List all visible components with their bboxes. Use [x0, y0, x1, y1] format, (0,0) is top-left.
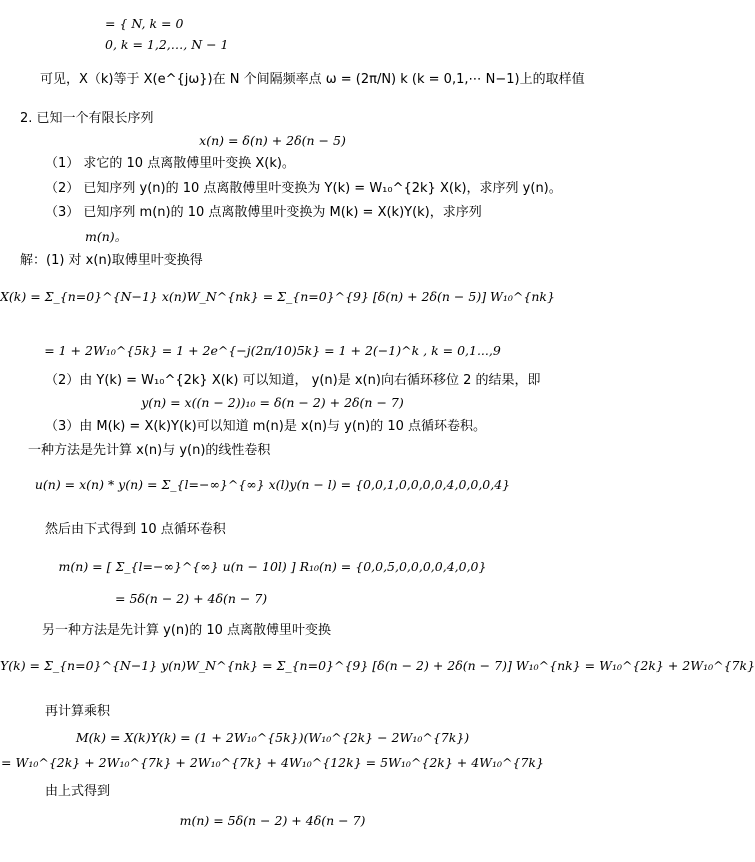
- circular-intro: 然后由下式得到 10 点循环卷积: [45, 522, 226, 537]
- method-2-text: 另一种方法是先计算 y(n)的 10 点离散傅里叶变换: [42, 623, 332, 638]
- problem-2-heading: 2. 已知一个有限长序列: [20, 111, 154, 126]
- sampling-remark: 可见，X（k)等于 X(e^{jω})在 N 个间隔频率点 ω = (2π/N) k (k = 0,1,⋯ N−1)上的取样值: [40, 72, 585, 87]
- product-equation-2: = W₁₀^{2k} + 2W₁₀^{7k} + 2W₁₀^{7k} + 4W₁₀^{12k} = 5W₁₀^{2k} + 4W₁₀^{7k}: [1, 755, 544, 770]
- piecewise-line-2: 0, k = 1,2,…, N − 1: [105, 37, 229, 52]
- question-3: （3） 已知序列 m(n)的 10 点离散傅里叶变换为 M(k) = X(k)Y(k)，求序列: [45, 205, 482, 220]
- piecewise-line-1: = { N, k = 0: [105, 16, 184, 31]
- method-1-text: 一种方法是先计算 x(n)与 y(n)的线性卷积: [28, 443, 271, 458]
- solution-2-text: （2）由 Y(k) = W₁₀^{2k} X(k) 可以知道， y(n)是 x(n)向右循环移位 2 的结果，即: [45, 373, 541, 388]
- sequence-definition: x(n) = δ(n) + 2δ(n − 5): [199, 133, 346, 148]
- y-dft-equation: Y(k) = Σ_{n=0}^{N−1} y(n)W_N^{nk} = Σ_{n=0}^{9} [δ(n − 2) + 2δ(n − 7)] W₁₀^{nk} = W₁₀^{2k} + 2W₁₀^{7k}: [0, 658, 755, 673]
- conclusion-intro: 由上式得到: [45, 784, 111, 799]
- final-result: m(n) = 5δ(n − 2) + 4δ(n − 7): [179, 813, 366, 828]
- solution-3-text: （3）由 M(k) = X(k)Y(k)可以知道 m(n)是 x(n)与 y(n)的 10 点循环卷积。: [45, 419, 487, 434]
- circular-result: = 5δ(n − 2) + 4δ(n − 7): [115, 591, 268, 606]
- dft-equation-1: X(k) = Σ_{n=0}^{N−1} x(n)W_N^{nk} = Σ_{n=0}^{9} [δ(n) + 2δ(n − 5)] W₁₀^{nk}: [0, 289, 555, 304]
- question-2: （2） 已知序列 y(n)的 10 点离散傅里叶变换为 Y(k) = W₁₀^{2k} X(k)，求序列 y(n)。: [45, 181, 562, 196]
- dft-equation-2: = 1 + 2W₁₀^{5k} = 1 + 2e^{−j(2π/10)5k} = 1 + 2(−1)^k , k = 0,1...,9: [44, 343, 501, 358]
- product-equation-1: M(k) = X(k)Y(k) = (1 + 2W₁₀^{5k})(W₁₀^{2k} − 2W₁₀^{7k}): [75, 730, 470, 745]
- circular-convolution-eq: m(n) = [ Σ_{l=−∞}^{∞} u(n − 10l) ] R₁₀(n) = {0,0,5,0,0,0,0,4,0,0}: [58, 559, 487, 574]
- solution-1-intro: 解：(1) 对 x(n)取傅里叶变换得: [20, 253, 203, 268]
- linear-convolution-eq: u(n) = x(n) * y(n) = Σ_{l=−∞}^{∞} x(l)y(n − l) = {0,0,1,0,0,0,0,4,0,0,0,4}: [34, 477, 511, 492]
- shift-equation: y(n) = x((n − 2))₁₀ = δ(n − 2) + 2δ(n − 7): [141, 395, 404, 410]
- question-3-continued: m(n)。: [85, 229, 128, 244]
- question-1: （1） 求它的 10 点离散傅里叶变换 X(k)。: [45, 156, 295, 171]
- product-intro: 再计算乘积: [45, 704, 111, 719]
